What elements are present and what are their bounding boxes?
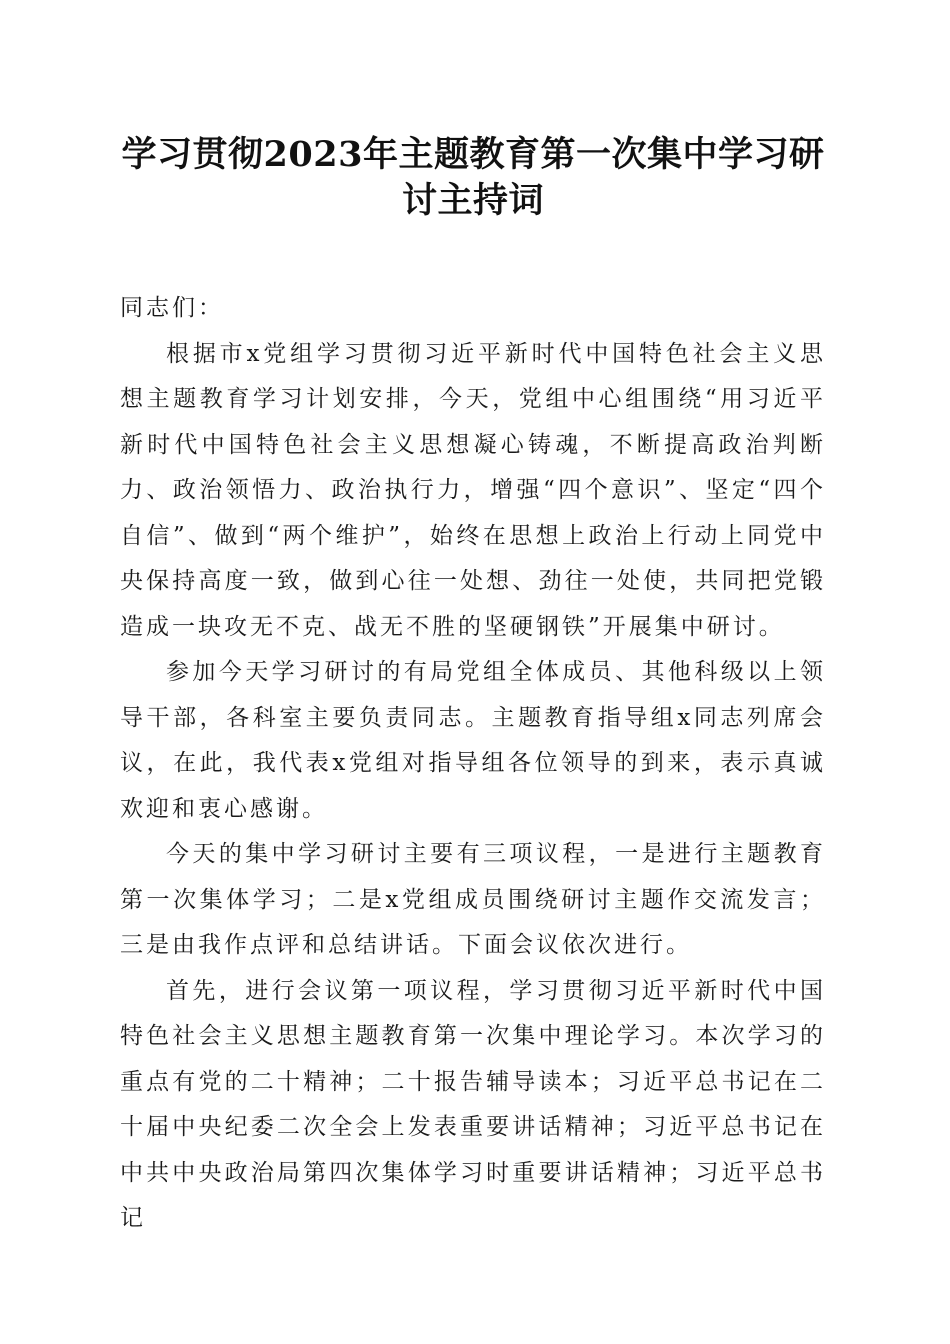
salutation: 同志们：	[120, 295, 224, 321]
title-line-1: 学习贯彻2023年主题教育第一次集中学习研	[121, 134, 825, 175]
document-title	[120, 132, 826, 224]
document-body	[120, 286, 826, 1242]
paragraph-2: 参加今天学习研讨的有局党组全体成员、其他科级以上领导干部，各科室主要负责同志。主题教育指导组x同志列席会议，在此，我代表x党组对指导组各位领导的到来，表示真诚欢迎和衷心感谢。	[120, 659, 826, 822]
document-page	[120, 132, 826, 1242]
title-line-2: 讨主持词	[401, 180, 544, 221]
paragraph-3: 今天的集中学习研讨主要有三项议程，一是进行主题教育第一次集体学习；二是x党组成员围绕研讨主题作交流发言；三是由我作点评和总结讲话。下面会议依次进行。	[120, 841, 826, 958]
paragraph-4: 首先，进行会议第一项议程，学习贯彻习近平新时代中国特色社会主义思想主题教育第一次集中理论学习。本次学习的重点有党的二十精神；二十报告辅导读本；习近平总书记在二十届中央纪委二次全会上发表重要讲话精神；习近平总书记在中共中央政治局第四次集体学习时重要讲话精神；习近平总书记	[120, 977, 826, 1231]
paragraph-1: 根据市x党组学习贯彻习近平新时代中国特色社会主义思想主题教育学习计划安排，今天，党组中心组围绕“用习近平新时代中国特色社会主义思想凝心铸魂，不断提高政治判断力、政治领悟力、政治执行力，增强“四个意识”、坚定“四个自信”、做到“两个维护”，始终在思想上政治上行动上同党中央保持高度一致，做到心往一处想、劲往一处使，共同把党锻造成一块攻无不克、战无不胜的坚硬钢铁”开展集中研讨。	[120, 340, 826, 640]
